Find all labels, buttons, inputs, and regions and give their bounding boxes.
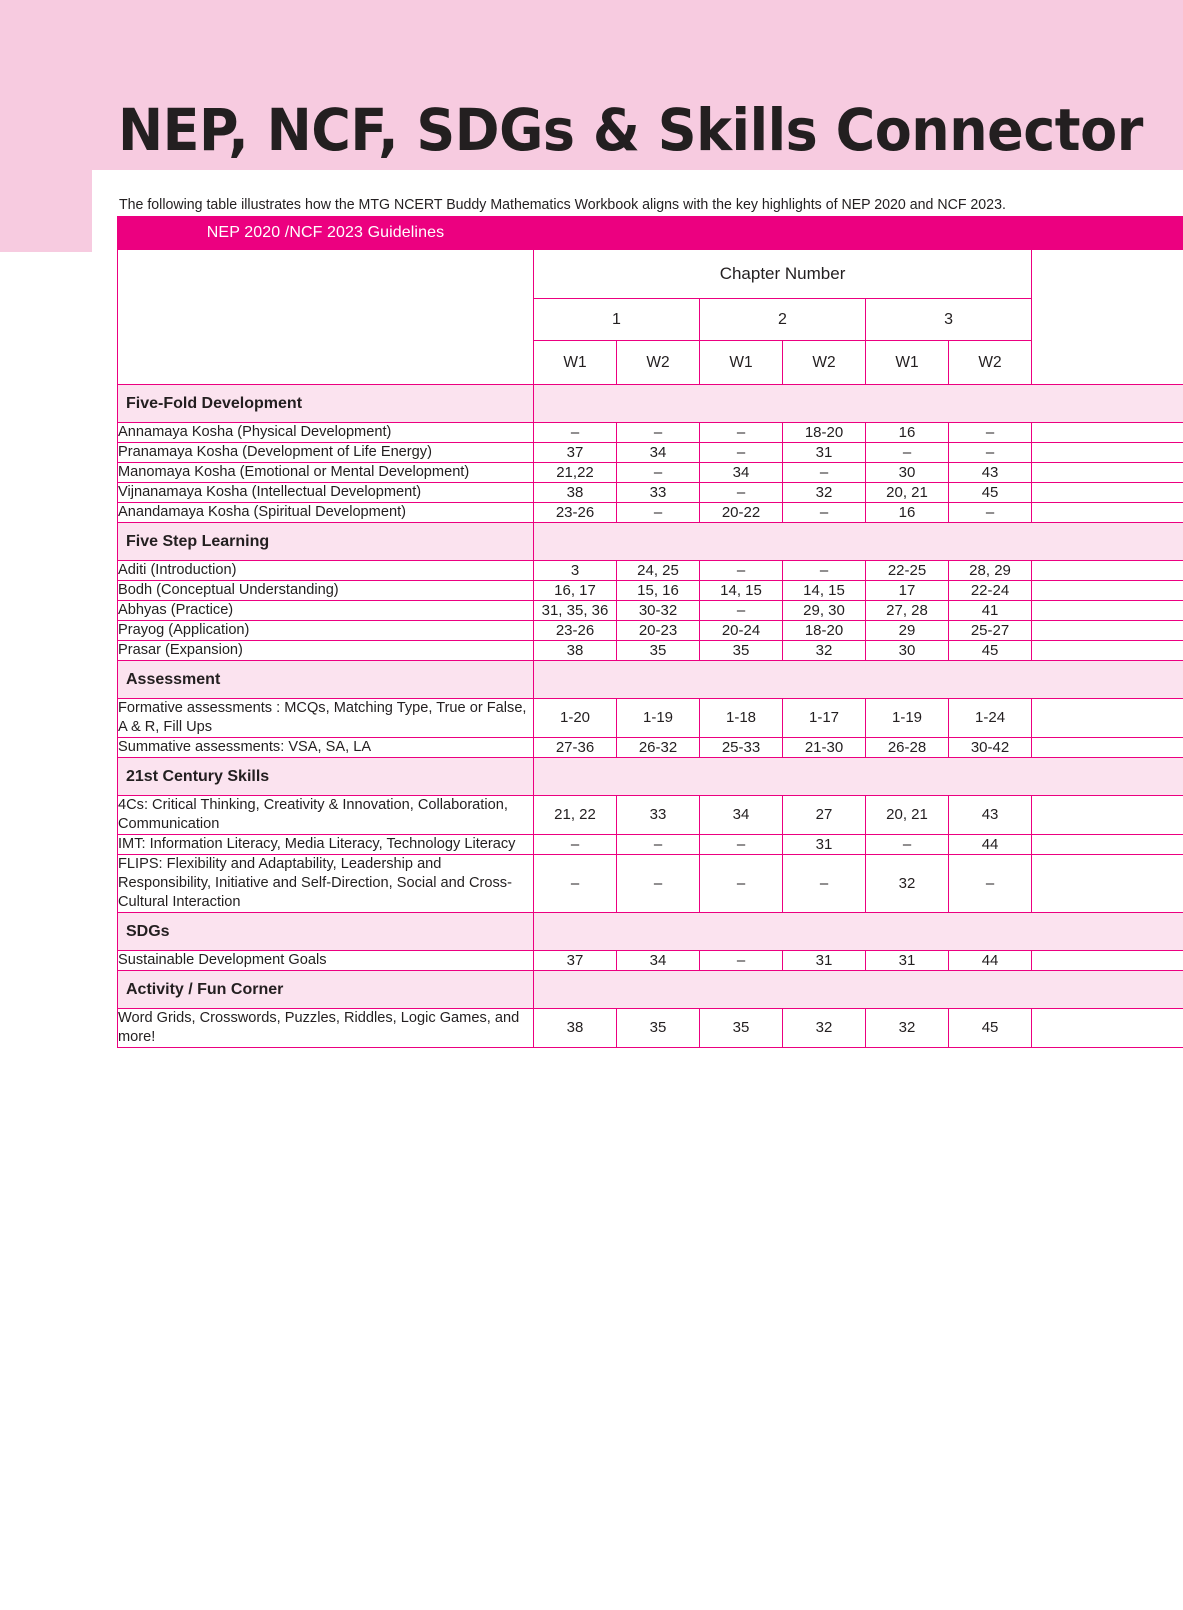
row-value: 26-28 — [866, 738, 949, 758]
section-title: Five Step Learning — [118, 523, 534, 561]
row-value: – — [949, 443, 1032, 463]
guidelines-banner-label: NEP 2020 /NCF 2023 Guidelines — [118, 217, 534, 250]
intro-paragraph: The following table illustrates how the MTG NCERT Buddy Mathematics Workbook aligns with the key highlights of NEP 2020 and NCF 2023. — [119, 197, 1006, 214]
row-value: 21-30 — [783, 738, 866, 758]
row-value: 27, 28 — [866, 601, 949, 621]
page-title: NEP, NCF, SDGs & Skills Connector — [118, 95, 1143, 164]
row-value: 29 — [866, 621, 949, 641]
row-value: – — [534, 423, 617, 443]
row-value: 44 — [949, 835, 1032, 855]
row-value: 31 — [783, 835, 866, 855]
connector-table — [117, 216, 1183, 1048]
row-value: – — [700, 443, 783, 463]
table-row — [118, 443, 1183, 463]
section-title: 21st Century Skills — [118, 758, 534, 796]
table-row — [118, 621, 1183, 641]
section-filler-tail — [1032, 913, 1183, 951]
row-value: 15, 16 — [617, 581, 700, 601]
section-header-row — [118, 913, 1183, 951]
week-header-6: W2 — [949, 341, 1032, 385]
row-label: Vijnanamaya Kosha (Intellectual Development) — [118, 483, 534, 503]
row-tail-blank — [1032, 835, 1183, 855]
table-row — [118, 699, 1183, 738]
row-value: 35 — [617, 641, 700, 661]
row-tail-blank — [1032, 1009, 1183, 1048]
table-row — [118, 463, 1183, 483]
week-header-3: W1 — [700, 341, 783, 385]
section-header-row — [118, 523, 1183, 561]
row-value: 30 — [866, 463, 949, 483]
row-value: 20-24 — [700, 621, 783, 641]
row-value: 30-42 — [949, 738, 1032, 758]
table-row — [118, 951, 1183, 971]
row-value: – — [700, 561, 783, 581]
row-label: Abhyas (Practice) — [118, 601, 534, 621]
row-value: 20, 21 — [866, 483, 949, 503]
row-value: 20-22 — [700, 503, 783, 523]
section-filler-tail — [1032, 523, 1183, 561]
row-value: 23-26 — [534, 503, 617, 523]
header-tail-blank — [1032, 250, 1183, 385]
row-value: 43 — [949, 463, 1032, 483]
row-value: 18-20 — [783, 621, 866, 641]
section-filler — [534, 385, 1032, 423]
row-value: 37 — [534, 443, 617, 463]
row-value: – — [783, 561, 866, 581]
section-filler-tail — [1032, 971, 1183, 1009]
group-header-row — [118, 250, 1183, 299]
row-value: 1-17 — [783, 699, 866, 738]
row-value: 31, 35, 36 — [534, 601, 617, 621]
row-value: 21,22 — [534, 463, 617, 483]
header-left-blank — [118, 250, 534, 385]
row-value: 14, 15 — [700, 581, 783, 601]
row-value: – — [949, 855, 1032, 913]
row-value: 35 — [700, 641, 783, 661]
table-row — [118, 561, 1183, 581]
table-row — [118, 483, 1183, 503]
row-value: 1-24 — [949, 699, 1032, 738]
section-header-row — [118, 758, 1183, 796]
row-value: 33 — [617, 483, 700, 503]
table-row — [118, 738, 1183, 758]
row-tail-blank — [1032, 738, 1183, 758]
row-value: 1-19 — [866, 699, 949, 738]
section-header-row — [118, 385, 1183, 423]
row-tail-blank — [1032, 503, 1183, 523]
section-header-row — [118, 971, 1183, 1009]
row-value: 30 — [866, 641, 949, 661]
row-value: 34 — [617, 443, 700, 463]
row-tail-blank — [1032, 561, 1183, 581]
row-value: 33 — [617, 796, 700, 835]
chapter-number-header: Chapter Number — [534, 250, 1032, 299]
row-value: – — [617, 835, 700, 855]
row-label: Bodh (Conceptual Understanding) — [118, 581, 534, 601]
row-label: Manomaya Kosha (Emotional or Mental Development) — [118, 463, 534, 483]
section-filler — [534, 758, 1032, 796]
row-value: – — [617, 463, 700, 483]
row-value: 34 — [700, 463, 783, 483]
row-tail-blank — [1032, 641, 1183, 661]
row-value: 21, 22 — [534, 796, 617, 835]
row-value: 16, 17 — [534, 581, 617, 601]
banner-row — [118, 217, 1183, 250]
table-row — [118, 581, 1183, 601]
row-value: 34 — [700, 796, 783, 835]
row-label: Anandamaya Kosha (Spiritual Development) — [118, 503, 534, 523]
row-value: 28, 29 — [949, 561, 1032, 581]
row-value: 32 — [783, 1009, 866, 1048]
row-value: – — [700, 601, 783, 621]
section-filler — [534, 971, 1032, 1009]
section-filler — [534, 523, 1032, 561]
row-value: 18-20 — [783, 423, 866, 443]
row-value: 45 — [949, 1009, 1032, 1048]
row-value: 20-23 — [617, 621, 700, 641]
row-value: 31 — [783, 443, 866, 463]
row-value: – — [783, 503, 866, 523]
section-title: SDGs — [118, 913, 534, 951]
row-tail-blank — [1032, 443, 1183, 463]
row-value: 35 — [617, 1009, 700, 1048]
row-value: 1-19 — [617, 699, 700, 738]
section-filler — [534, 661, 1032, 699]
row-value: 44 — [949, 951, 1032, 971]
row-value: 38 — [534, 1009, 617, 1048]
row-value: 30-32 — [617, 601, 700, 621]
row-tail-blank — [1032, 951, 1183, 971]
table-head — [118, 217, 1183, 385]
table-row — [118, 835, 1183, 855]
row-tail-blank — [1032, 581, 1183, 601]
row-value: 45 — [949, 483, 1032, 503]
section-filler-tail — [1032, 661, 1183, 699]
row-label: Annamaya Kosha (Physical Development) — [118, 423, 534, 443]
row-tail-blank — [1032, 483, 1183, 503]
row-value: 32 — [783, 641, 866, 661]
row-value: 32 — [866, 1009, 949, 1048]
row-value: – — [866, 443, 949, 463]
week-header-1: W1 — [534, 341, 617, 385]
chapter-col-3: 3 — [866, 299, 1032, 341]
row-value: 32 — [783, 483, 866, 503]
row-tail-blank — [1032, 423, 1183, 443]
row-value: 1-20 — [534, 699, 617, 738]
row-label: Sustainable Development Goals — [118, 951, 534, 971]
row-label: Aditi (Introduction) — [118, 561, 534, 581]
table-row — [118, 855, 1183, 913]
header-banner-tail-block — [0, 170, 92, 252]
row-label: Formative assessments : MCQs, Matching Type, True or False, A & R, Fill Ups — [118, 699, 534, 738]
row-label: Pranamaya Kosha (Development of Life Energy) — [118, 443, 534, 463]
banner-filler — [534, 217, 1032, 250]
row-value: 37 — [534, 951, 617, 971]
row-value: 38 — [534, 641, 617, 661]
row-value: 16 — [866, 423, 949, 443]
table-body — [118, 385, 1183, 1048]
row-value: – — [617, 423, 700, 443]
row-value: – — [949, 503, 1032, 523]
row-value: – — [783, 855, 866, 913]
row-label: Word Grids, Crosswords, Puzzles, Riddles, Logic Games, and more! — [118, 1009, 534, 1048]
row-value: 24, 25 — [617, 561, 700, 581]
row-value: 41 — [949, 601, 1032, 621]
row-value: 16 — [866, 503, 949, 523]
row-tail-blank — [1032, 621, 1183, 641]
row-value: 23-26 — [534, 621, 617, 641]
row-value: 38 — [534, 483, 617, 503]
row-label: Prasar (Expansion) — [118, 641, 534, 661]
chapter-col-2: 2 — [700, 299, 866, 341]
table-row — [118, 1009, 1183, 1048]
section-filler — [534, 913, 1032, 951]
row-value: 35 — [700, 1009, 783, 1048]
table-row — [118, 423, 1183, 443]
row-value: – — [700, 423, 783, 443]
row-tail-blank — [1032, 855, 1183, 913]
connector-table-wrapper — [117, 216, 1183, 1048]
row-label: Summative assessments: VSA, SA, LA — [118, 738, 534, 758]
row-tail-blank — [1032, 699, 1183, 738]
row-value: 31 — [783, 951, 866, 971]
row-value: – — [783, 463, 866, 483]
section-title: Assessment — [118, 661, 534, 699]
row-value: 32 — [866, 855, 949, 913]
row-value: 17 — [866, 581, 949, 601]
row-tail-blank — [1032, 796, 1183, 835]
row-value: 31 — [866, 951, 949, 971]
row-value: 27 — [783, 796, 866, 835]
row-value: – — [617, 855, 700, 913]
row-tail-blank — [1032, 601, 1183, 621]
row-label: IMT: Information Literacy, Media Literacy, Technology Literacy — [118, 835, 534, 855]
row-value: – — [700, 483, 783, 503]
section-header-row — [118, 661, 1183, 699]
table-row — [118, 503, 1183, 523]
row-value: 43 — [949, 796, 1032, 835]
row-label: FLIPS: Flexibility and Adaptability, Leadership and Responsibility, Initiative and Self-Direction, Social and Cross-Cultural Interaction — [118, 855, 534, 913]
section-title: Five-Fold Development — [118, 385, 534, 423]
row-value: 3 — [534, 561, 617, 581]
row-value: – — [534, 855, 617, 913]
week-header-2: W2 — [617, 341, 700, 385]
row-value: – — [534, 835, 617, 855]
week-header-4: W2 — [783, 341, 866, 385]
row-value: 27-36 — [534, 738, 617, 758]
row-value: 25-27 — [949, 621, 1032, 641]
row-value: 45 — [949, 641, 1032, 661]
row-value: – — [949, 423, 1032, 443]
row-value: – — [617, 503, 700, 523]
table-row — [118, 641, 1183, 661]
row-value: – — [700, 855, 783, 913]
row-label: 4Cs: Critical Thinking, Creativity & Innovation, Collaboration, Communication — [118, 796, 534, 835]
row-value: 1-18 — [700, 699, 783, 738]
row-value: 25-33 — [700, 738, 783, 758]
row-value: 29, 30 — [783, 601, 866, 621]
section-title: Activity / Fun Corner — [118, 971, 534, 1009]
banner-filler-tail — [1032, 217, 1183, 250]
row-value: 34 — [617, 951, 700, 971]
section-filler-tail — [1032, 385, 1183, 423]
table-row — [118, 601, 1183, 621]
week-header-5: W1 — [866, 341, 949, 385]
row-value: – — [866, 835, 949, 855]
row-value: – — [700, 951, 783, 971]
table-row — [118, 796, 1183, 835]
row-tail-blank — [1032, 463, 1183, 483]
row-value: 20, 21 — [866, 796, 949, 835]
row-value: 14, 15 — [783, 581, 866, 601]
chapter-col-1: 1 — [534, 299, 700, 341]
section-filler-tail — [1032, 758, 1183, 796]
row-value: 22-24 — [949, 581, 1032, 601]
row-value: 22-25 — [866, 561, 949, 581]
row-label: Prayog (Application) — [118, 621, 534, 641]
row-value: 26-32 — [617, 738, 700, 758]
row-value: – — [700, 835, 783, 855]
